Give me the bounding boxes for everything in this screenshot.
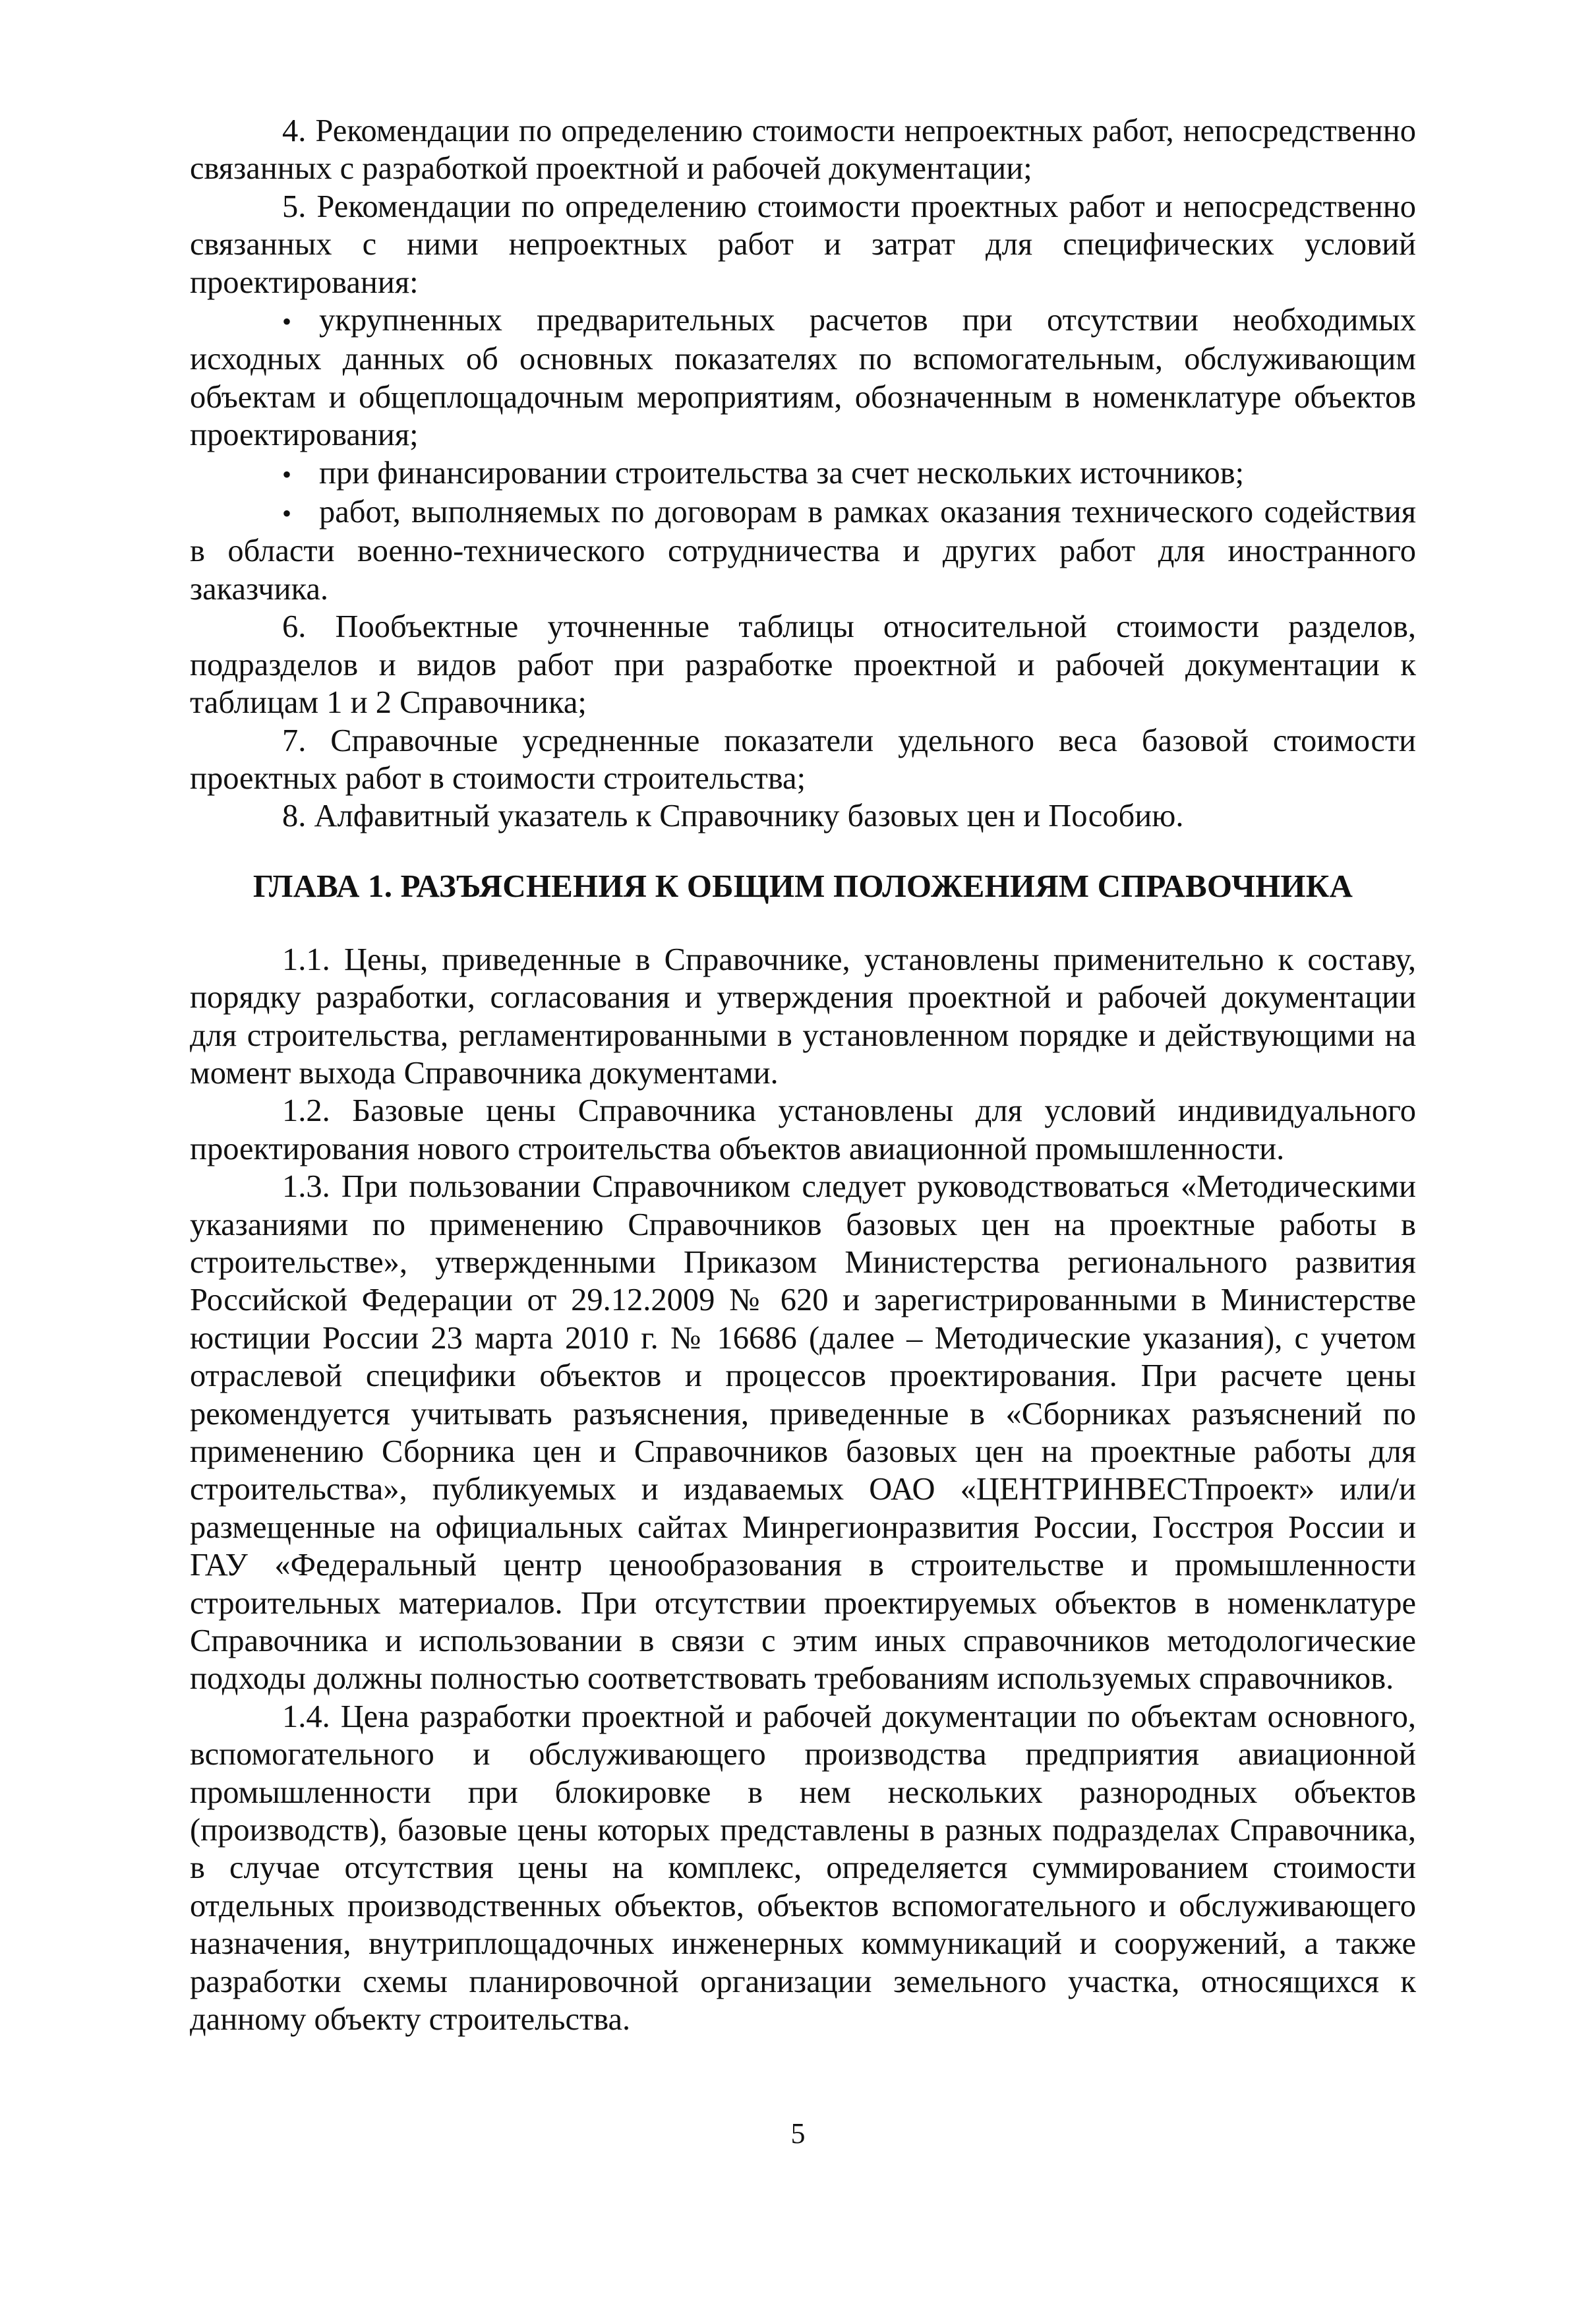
bullet-icon: • [282,307,292,337]
bullet-icon: • [282,459,292,489]
page-number: 5 [790,2117,806,2150]
clause-1-4: 1.4. Цена разработки проектной и рабочей документации по объектам основного, вспомогательного и обслуживающего производства предприятия авиационной промышленности при блокировке в нем нескольких разнородных объектов (производств), базовые цены которых представлены в разных подразделах Справочника, в случае отсутствия цены на комплекс, определяется суммированием стоимости отдельных производственных объектов, объектов вспомогательного и обслуживающего назначения, внутриплощадочных инженерных коммуникаций и сооружений, а также разработки схемы планировочной организации земельного участка, относящихся к данному объекту строительства. [190,1699,1416,2038]
clause-1-3: 1.3. При пользовании Справочником следует руководствоваться «Методическими указаниями по применению Справочников базовых цен на проектные работы в строительстве», утвержденными Приказом Министерства регионального развития Российской Федерации от 29.12.2009 № 620 и зарегистрированными в Министерстве юстиции России 23 марта 2010 г. № 16686 (далее – Методические указания), с учетом отраслевой специфики объектов и процессов проектирования. При расчете цены рекомендуется учитывать разъяснения, приведенные в «Сборниках разъяснений по применению Сборника цен и Справочников базовых цен на проектные работы для строительства», публикуемых и издаваемых ОАО «ЦЕНТРИНВЕСТпроект» или/и размещенные на официальных сайтах Минрегионразвития России, Госстроя России и ГАУ «Федеральный центр ценообразования в строительстве и промышленности строительных материалов. При отсутствии проектируемых объектов в номенклатуре Справочника и использовании в связи с этим иных справочников методологические подходы должны полностью соответствовать требованиям используемых справочников. [190,1169,1416,1697]
bullet-list [190,301,1416,608]
list-item-7: 7. Справочные усредненные показатели удельного веса базовой стоимости проектных работ в стоимости строительства; [190,723,1416,796]
bullet-text: работ, выполняемых по договорам в рамках оказания технического содействия в области военно-технического сотрудничества и других работ для иностранного заказчика. [190,495,1416,607]
list-item-6: 6. Пообъектные уточненные таблицы относительной стоимости разделов, подразделов и видов работ при разработке проектной и рабочей документации к таблицам 1 и 2 Справочника; [190,609,1416,721]
list-item-5: 5. Рекомендации по определению стоимости проектных работ и непосредственно связанных с ними непроектных работ и затрат для специфических условий проектирования: [190,189,1416,300]
clause-1-1: 1.1. Цены, приведенные в Справочнике, установлены применительно к составу, порядку разработки, согласования и утверждения проектной и рабочей документации для строительства, регламентированными в установленном порядке и действующими на момент выхода Справочника документами. [190,942,1416,1091]
bullet-text: укрупненных предварительных расчетов при отсутствии необходимых исходных данных об основных показателях по вспомогательным, обслуживающим объектам и общеплощадочным мероприятиям, обозначенным в номенклатуре объектов проектирования; [190,303,1416,453]
bullet-text: при финансировании строительства за счет нескольких источников; [319,455,1245,491]
list-item-8: 8. Алфавитный указатель к Справочнику базовых цен и Пособию. [282,799,1184,834]
clause-1-2: 1.2. Базовые цены Справочника установлены для условий индивидуального проектирования нового строительства объектов авиационной промышленности. [190,1093,1416,1166]
bullet-item [190,301,1416,454]
list-item-4: 4. Рекомендации по определению стоимости непроектных работ, непосредственно связанных с разработкой проектной и рабочей документации; [190,113,1416,187]
chapter-heading: ГЛАВА 1. РАЗЪЯСНЕНИЯ К ОБЩИМ ПОЛОЖЕНИЯМ СПРАВОЧНИКА [252,867,1353,904]
bullet-item [190,493,1416,608]
bullet-icon: • [282,499,292,529]
document-page [190,112,1416,2039]
bullet-item [190,454,1416,493]
